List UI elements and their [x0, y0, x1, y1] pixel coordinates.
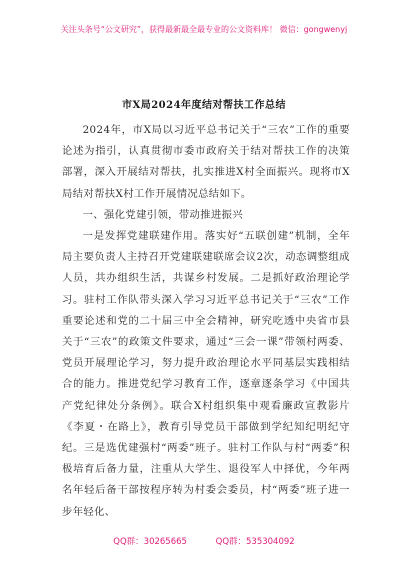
section-heading: 一、强化党建引领，带动推进振兴 — [82, 208, 244, 221]
footer-qq-group-2: QQ群：535304092 — [215, 537, 295, 547]
paragraph-party-building: 一是发挥党建联建作用。落实好“五联创建”机制，全年局主要负责人主持召开党建联建联席会议2次，动态调整组成人员，共办组织生活，共谋乡村发展。二是抓好政治理论学习。驻村工作队带头深入学习习近平总书记关于“三农”工作重要论述和党的二十届三中全会精神，研究吃透中央省市县关于“三农”的政策文件要求，通过“三会一课”带领村两委、党员开展理论学习，努力提升政治理论水平同基层实践相结合的能力。推进党纪学习教育工作，逐章逐条学习《中国共产党纪律处分条例》。联合X村组织集中观看廉政宣教影片《李夏・在路上》，教育引导党员干部做到学纪知纪明纪守纪。三是选优建强村“两委”班子。驻村工作队与村“两委”积极培育后备力量，注重从大学生、退役军人中择优，今年两名年轻后备干部按程序转为村委会委员，村“两委”班子进一步年轻化、 — [62, 230, 350, 518]
document-body — [62, 120, 350, 523]
document-title: 市X局2024年度结对帮扶工作总结 — [121, 100, 287, 111]
paragraph-intro: 2024年，市X局以习近平总书记关于“三农”工作的重要论述为指引，认真贯彻市委市政府关于结对帮扶工作的决策部署，深入开展结对帮扶，扎实推进X村全面振兴。现将市X局结对帮扶X村工作开展情况总结如下。 — [62, 124, 350, 200]
footer-contacts — [0, 535, 408, 547]
footer-qq-group-1: QQ群：30265665 — [113, 537, 187, 547]
header-banner: 关注头条号“公文研究”，获得最新最全最专业的公文资料库！ 微信：gongwenyj — [60, 25, 348, 34]
